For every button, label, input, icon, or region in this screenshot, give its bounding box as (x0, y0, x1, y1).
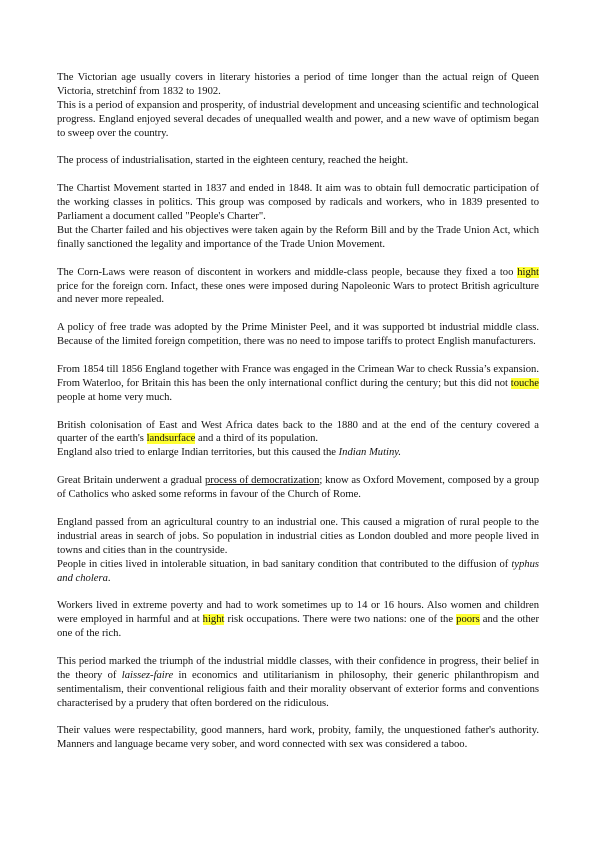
highlighted-word: landsurface (146, 433, 196, 445)
underlined-phrase: process of democratization (205, 475, 320, 487)
text-run: Great Britain underwent a gradual (57, 475, 205, 487)
paragraph-spacer (57, 711, 539, 725)
text-run: The process of industrialisation, started in the eighteen century, reached the height. (57, 155, 409, 167)
text-run: This is a period of expansion and prosperity, of industrial development and unceasing scientific and technological progress. England enjoyed several decades of unequalled wealth and power, and a new wave of optimism began to sweep over the country. (57, 99, 539, 139)
text-run: and the other one of the rich. (57, 614, 540, 640)
paragraph-india (57, 446, 539, 460)
text-run: But the Charter failed and his objectives were taken again by the Reform Bill and by the Trade Union Act, which finally sanctioned the legality and importance of the Trade Union Movement. (57, 224, 539, 250)
paragraph-middle-classes (57, 655, 539, 711)
paragraph-crimean-war (57, 363, 539, 405)
text-run: Their values were respectability, good manners, hard work, probity, family, the unquestioned father's authority. Manners and language became very sober, and word connected with sex was considered a taboo. (57, 725, 539, 751)
text-run: . (107, 572, 111, 584)
highlighted-word: poors (456, 614, 480, 626)
italic-phrase: typhus and cholera (57, 558, 539, 584)
paragraph-sanitary (57, 558, 539, 586)
text-run: The Chartist Movement started in 1837 and ended in 1848. It aim was to obtain full democratic participation of the working classes in politics. This group was composed by radicals and workers, who in 1839 presented to Parliament a document called "People's Charter". (57, 183, 539, 223)
text-run: A policy of free trade was adopted by the Prime Minister Peel, and it was supported bt industrial middle class. Because of the limited foreign competition, there was no need to impose tariffs to protect English manufacturers. (57, 322, 539, 348)
highlighted-word: hight (202, 614, 225, 626)
paragraph-democratization (57, 474, 539, 502)
paragraph-spacer (57, 460, 539, 474)
paragraph-industrialisation (57, 154, 539, 168)
highlighted-word: touche (510, 377, 539, 389)
paragraph-corn-laws (57, 266, 539, 308)
paragraph-values (57, 724, 539, 752)
text-run: The Corn-Laws were reason of discontent in workers and middle-class people, because they fixed a too (57, 266, 518, 278)
text-run: England also tried to enlarge Indian territories, but this caused the (57, 447, 339, 459)
text-run: People in cities lived in intolerable situation, in bad sanitary condition that contributed to the diffusion of (57, 558, 512, 570)
paragraph-spacer (57, 252, 539, 266)
text-run: in economics and utilitarianism in philosophy, their generic philanthropism and sentimentalism, their conventional religious faith and their morality observant of exterior forms and conventions characterised by a prudery that often bordered on the ridiculous. (57, 669, 539, 709)
paragraph-expansion (57, 99, 539, 141)
paragraph-chartist (57, 182, 539, 224)
text-run: Workers lived in extreme poverty and had to work sometimes up to 14 or 16 hours. Also women and children were employed in harmful and at (57, 600, 539, 626)
paragraph-charter-failed (57, 224, 539, 252)
text-run: people at home very much. (57, 391, 173, 403)
paragraph-spacer (57, 168, 539, 182)
text-run: price for the foreign corn. Infact, these ones were imposed during Napoleonic Wars to protect British agriculture and never more repealed. (57, 280, 539, 306)
text-run: The Victorian age usually covers in literary histories a period of time longer than the actual reign of Queen Victoria, stretchinf from 1832 to 1902. (57, 72, 539, 97)
text-run: ; know as Oxford Movement, composed by a group of Catholics who asked some reforms in favour of the Church of Rome. (57, 475, 539, 501)
paragraph-spacer (57, 641, 539, 655)
paragraph-spacer (57, 502, 539, 516)
paragraph-free-trade (57, 321, 539, 349)
paragraph-agricultural (57, 516, 539, 558)
paragraph-spacer (57, 349, 539, 363)
text-run: and a third of its population. (195, 433, 319, 445)
paragraph-spacer (57, 141, 539, 155)
document-page (57, 71, 539, 752)
text-run: This period marked the triumph of the industrial middle classes, with their confidence in progress, their belief in the theory of (57, 655, 539, 681)
paragraph-workers (57, 599, 539, 641)
text-run: British colonisation of East and West Africa dates back to the 1880 and at the end of the century covered a quarter of the earth's (57, 419, 539, 445)
italic-phrase: Indian Mutiny. (338, 447, 402, 459)
paragraph-victorian-age (57, 71, 539, 99)
paragraph-spacer (57, 585, 539, 599)
paragraph-spacer (57, 307, 539, 321)
text-run: From 1854 till 1856 England together with France was engaged in the Crimean War to check Russia’s expansion. From Waterloo, for Britain this has been the only international conflict during the century; but this did not (57, 363, 539, 389)
text-run: England passed from an agricultural country to an industrial one. This caused a migration of rural people to the industrial areas in search of jobs. So population in industrial cities as London doubled and more people lived in towns and cities than in the countryside. (57, 516, 539, 556)
paragraph-colonisation (57, 419, 539, 447)
highlighted-word: hight (517, 266, 539, 278)
text-run: risk occupations. There were two nations: one of the (224, 614, 457, 626)
italic-phrase: laissez-faire (121, 669, 174, 681)
paragraph-spacer (57, 405, 539, 419)
